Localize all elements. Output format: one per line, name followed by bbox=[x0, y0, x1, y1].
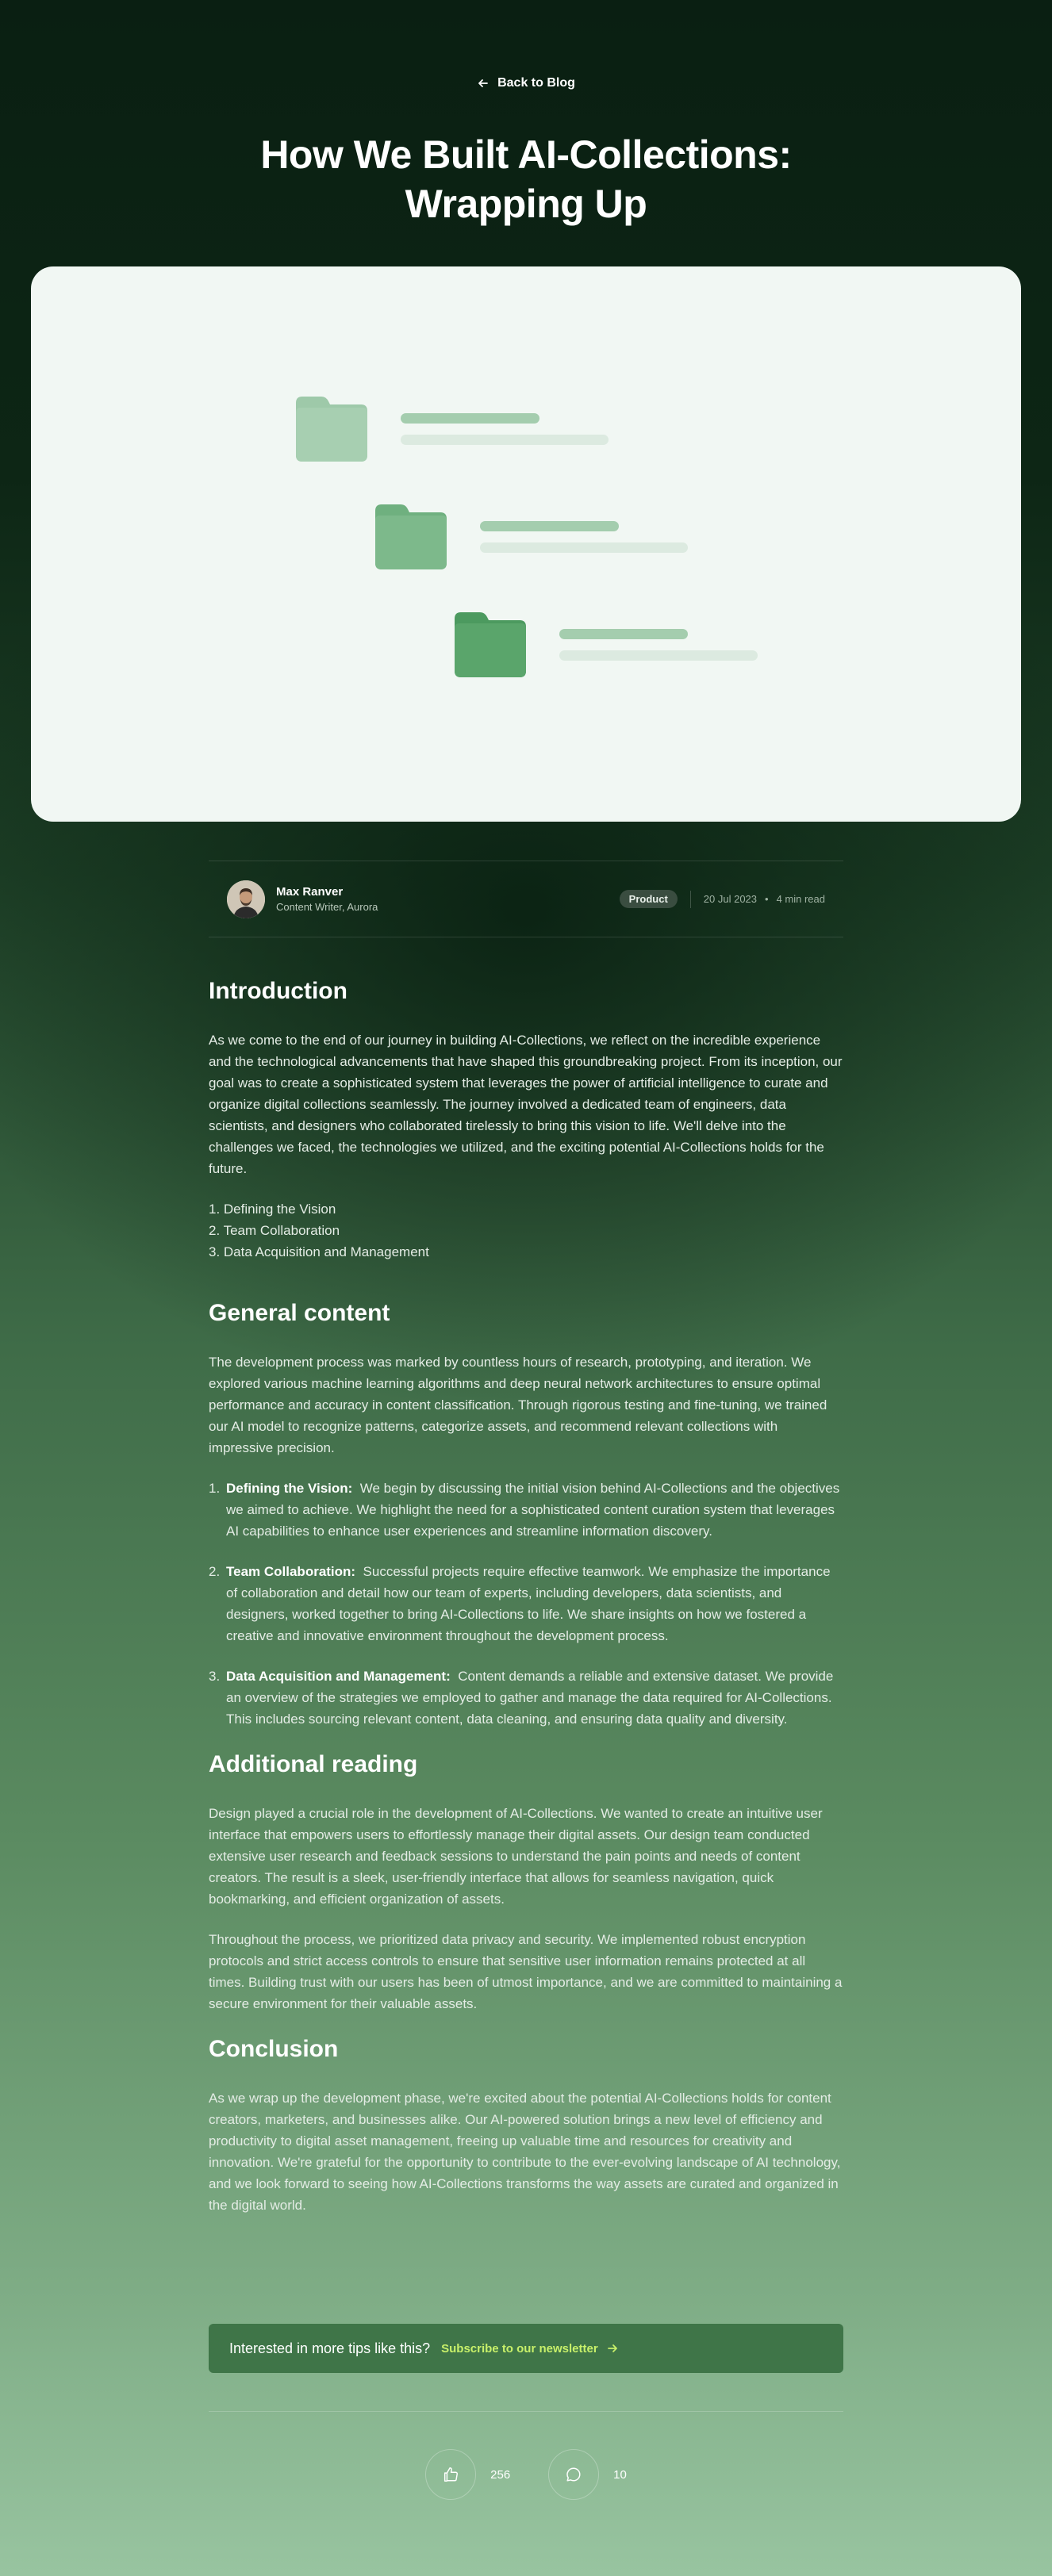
footer-divider bbox=[209, 2411, 843, 2412]
comment-count: 10 bbox=[613, 2467, 627, 2482]
folder-icon bbox=[291, 395, 371, 463]
folder-icon bbox=[450, 611, 529, 679]
section-additional-reading bbox=[209, 1749, 843, 2014]
numbered-list bbox=[209, 1478, 843, 1730]
section-paragraph: The development process was marked by countless hours of research, prototyping, and iteration. We explored various machine learning algorithms and deep neural network architectures to ensure optimal performance and accuracy in content classification. Through rigorous testing and fine-tuning, we trained our AI model to recognize patterns, categorize assets, and recommend relevant collections with impressive precision. bbox=[209, 1355, 827, 1455]
back-label: Back to Blog bbox=[497, 76, 575, 90]
author-name[interactable]: Max Ranver bbox=[276, 884, 344, 899]
section-heading: Additional reading bbox=[209, 1751, 418, 1777]
page-title bbox=[0, 130, 1052, 228]
like-button[interactable] bbox=[425, 2449, 476, 2500]
publish-date: 20 Jul 2023 bbox=[703, 893, 758, 905]
section-heading: Introduction bbox=[209, 978, 347, 1004]
meta-dot-separator: • bbox=[765, 893, 769, 905]
list-item-title: Data Acquisition and Management: bbox=[226, 1669, 451, 1684]
section-paragraph: As we wrap up the development phase, we're excited about the potential AI-Collections holds for content creators, marketers, and businesses alike. Our AI-powered solution brings a new level of efficiency and productivity to digital asset management, freeing up valuable time and resources for creativity and innovation. We're grateful for the opportunity to contribute to the ever-evolving landscape of AI technology, and we look forward to seeing how AI-Collections transforms the way assets are curated and organized in the digital world. bbox=[209, 2091, 841, 2213]
list-item bbox=[209, 1561, 843, 1646]
section-paragraph: Design played a crucial role in the development of AI-Collections. We wanted to create an intuitive user interface that empowers users to effortlessly manage their digital assets. Our design team conducted extensive user research and feedback sessions to understand the pain points and needs of content creators. The result is a sleek, user-friendly interface that allows for seamless navigation, quick bookmarking, and efficient organization of assets. bbox=[209, 1806, 823, 1907]
author-role: Content Writer, Aurora bbox=[276, 900, 378, 913]
back-to-blog-link[interactable] bbox=[0, 76, 1052, 90]
section-conclusion bbox=[209, 2034, 843, 2216]
list-item-text: We begin by discussing the initial vision behind AI-Collections and the objectives we aimed to achieve. We highlight the need for a sophisticated content curation system that leverages AI capabilities to enhance user experiences and streamline information discovery. bbox=[226, 1481, 840, 1539]
intro-list bbox=[209, 1198, 843, 1263]
list-number: 2. bbox=[209, 1564, 221, 1579]
list-item-title: Team Collaboration: bbox=[226, 1564, 356, 1579]
newsletter-prompt: Interested in more tips like this? bbox=[229, 2340, 431, 2356]
subscribe-label: Subscribe to our newsletter bbox=[441, 2341, 598, 2356]
read-time: 4 min read bbox=[776, 893, 825, 905]
page-title-line-1: How We Built AI-Collections: bbox=[260, 132, 792, 177]
arrow-left-icon bbox=[477, 77, 490, 90]
section-paragraph: Throughout the process, we prioritized data privacy and security. We implemented robust encryption protocols and strict access controls to ensure that sensitive user information remains protected at all times. Building trust with our users has been of utmost importance, and we are committed to maintaining a secure environment for their valuable assets. bbox=[209, 1932, 843, 2011]
illustration-row-2 bbox=[371, 503, 688, 571]
list-item: 2. Team Collaboration bbox=[209, 1223, 340, 1238]
list-item bbox=[209, 1478, 843, 1542]
section-paragraph: As we come to the end of our journey in building AI-Collections, we reflect on the incredible experience and the technological advancements that have shaped this groundbreaking project. From its inception, our goal was to create a sophisticated system that leverages the power of artificial intelligence to curate and organize digital collections seamlessly. The journey involved a dedicated team of engineers, data scientists, and designers who collaborated tirelessly to bring this vision to life. We'll delve into the challenges we faced, the technologies we utilized, and the exciting potential AI-Collections holds for the future. bbox=[209, 1033, 843, 1176]
hero-illustration bbox=[31, 266, 1021, 822]
section-general-content bbox=[209, 1298, 843, 1730]
illustration-row-1 bbox=[291, 395, 609, 463]
thumbs-up-icon bbox=[442, 2466, 459, 2483]
section-heading: General content bbox=[209, 1300, 390, 1326]
list-item: 1. Defining the Vision bbox=[209, 1202, 336, 1217]
list-item-text: Successful projects require effective teamwork. We emphasize the importance of collaboration and detail how our team of experts, including developers, data scientists, and designers, worked together to bring AI-Collections to life. We share insights on how we fostered a creative and innovative environment throughout the development process. bbox=[226, 1564, 831, 1643]
list-item-text: Content demands a reliable and extensive dataset. We provide an overview of the strategies we employed to gather and manage the data required for AI-Collections. This includes sourcing relevant content, data cleaning, and ensuring data quality and diversity. bbox=[226, 1669, 834, 1727]
list-number: 1. bbox=[209, 1481, 221, 1496]
like-reaction bbox=[425, 2449, 510, 2500]
arrow-right-icon bbox=[606, 2342, 619, 2355]
folder-icon bbox=[371, 503, 450, 571]
like-count: 256 bbox=[490, 2467, 511, 2482]
list-item: 3. Data Acquisition and Management bbox=[209, 1244, 429, 1259]
section-introduction bbox=[209, 976, 843, 1263]
reactions-bar bbox=[0, 2449, 1052, 2500]
category-badge[interactable]: Product bbox=[620, 890, 678, 908]
article-meta bbox=[209, 861, 843, 937]
page-title-line-2: Wrapping Up bbox=[405, 182, 647, 226]
avatar[interactable] bbox=[227, 880, 265, 918]
subscribe-link[interactable] bbox=[441, 2342, 619, 2356]
illustration-row-3 bbox=[450, 611, 758, 679]
list-item-title: Defining the Vision: bbox=[226, 1481, 353, 1496]
comment-icon bbox=[565, 2466, 582, 2483]
newsletter-banner bbox=[209, 2324, 843, 2373]
section-heading: Conclusion bbox=[209, 2036, 339, 2062]
comment-reaction bbox=[548, 2449, 627, 2500]
article-body bbox=[209, 976, 843, 2235]
meta-divider bbox=[690, 891, 691, 908]
comment-button[interactable] bbox=[548, 2449, 599, 2500]
list-item bbox=[209, 1666, 843, 1730]
list-number: 3. bbox=[209, 1669, 221, 1684]
